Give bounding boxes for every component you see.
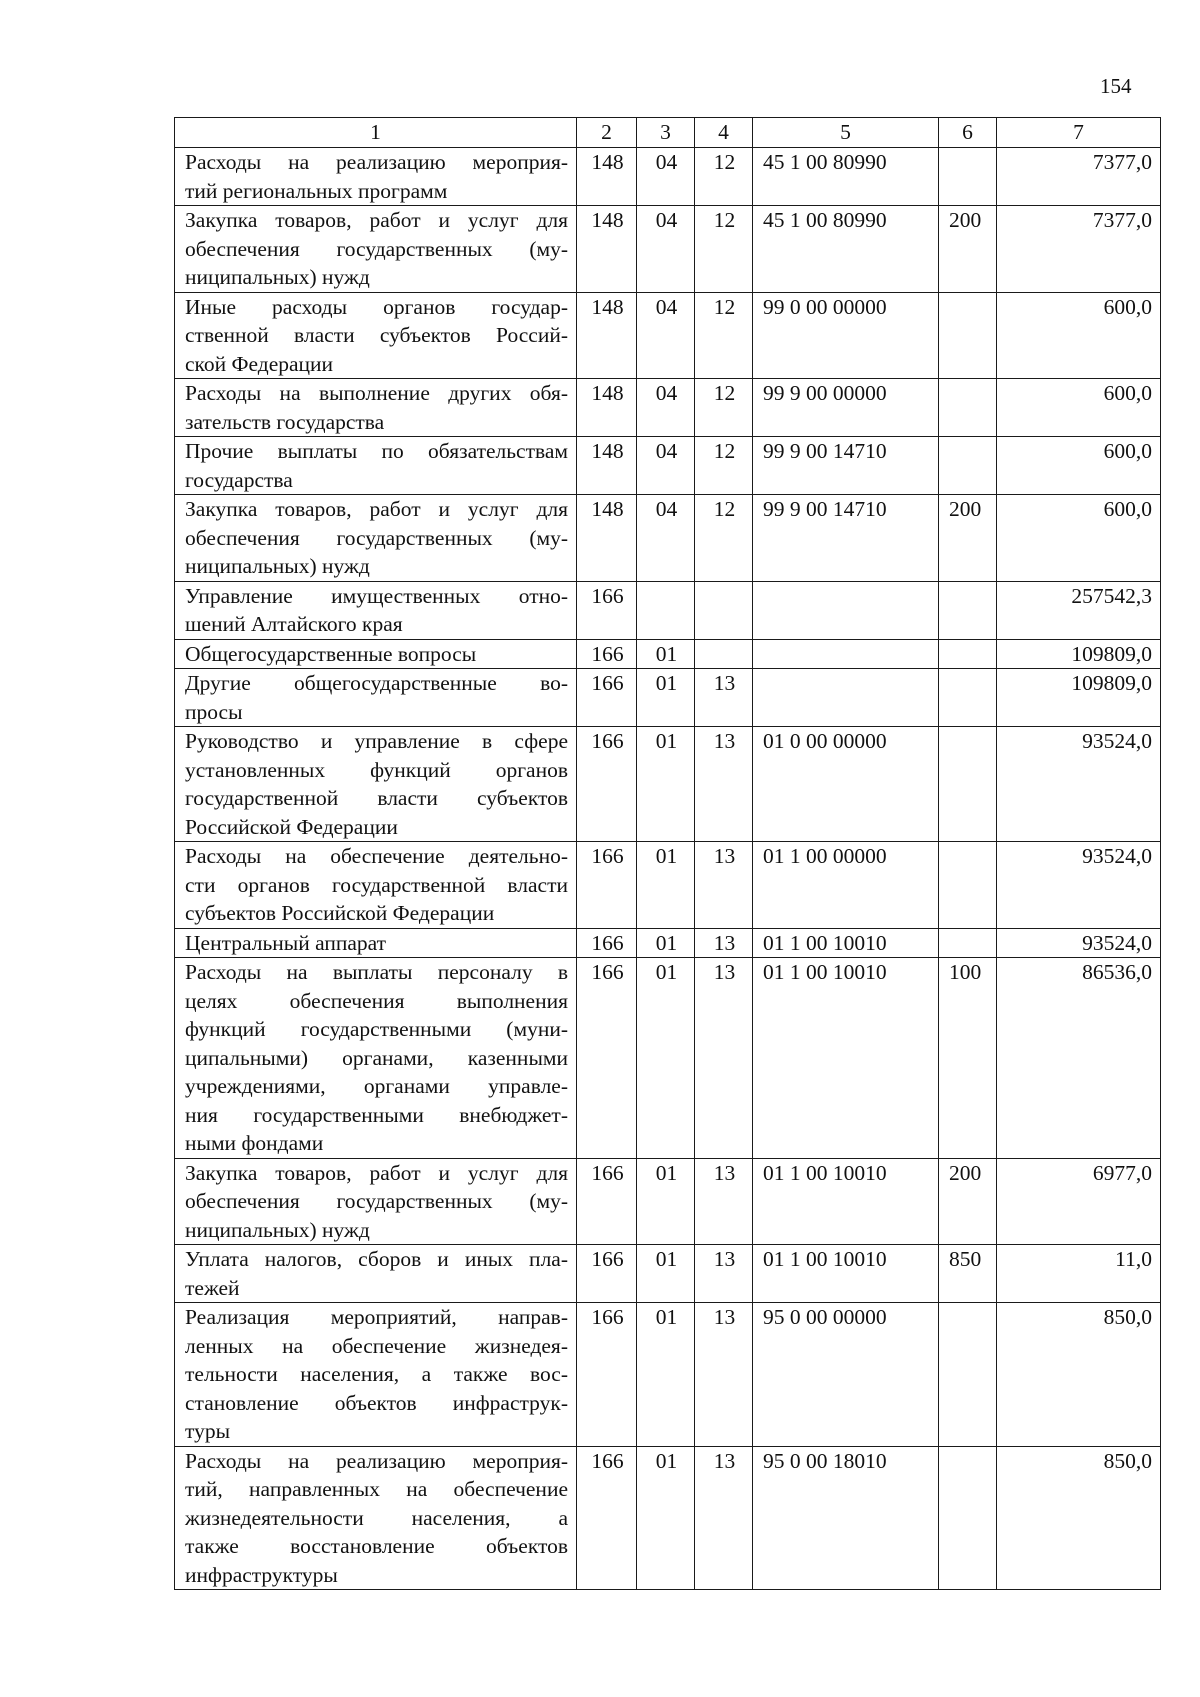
subsection-code-cell: 13 [695,928,753,958]
subsection-code-cell: 13 [695,1446,753,1590]
admin-code-cell: 166 [577,669,637,727]
expense-name-line: обеспечения государственных (му- [185,1189,568,1213]
expense-name-line: инфраструктуры [185,1562,338,1587]
target-article-cell: 01 1 00 00000 [753,842,939,929]
expense-name-line: становление объектов инфраструк- [185,1390,568,1415]
target-article-cell: 01 1 00 10010 [753,1158,939,1245]
admin-code-cell: 166 [577,1446,637,1590]
table-row [175,379,1161,437]
admin-code-cell: 166 [577,1303,637,1447]
expense-name-line: ской Федерации [185,351,334,376]
subsection-code-cell: 13 [695,1245,753,1303]
expense-name-line: Закупка товаров, работ и услуг для [185,208,568,232]
expense-name-cell [175,1245,577,1303]
expense-name-line: функций государственными (муни- [185,1017,568,1041]
section-code-cell: 04 [637,437,695,495]
expense-name-line: жизнедеятельности населения, а [185,1505,568,1530]
expense-name-line: Закупка товаров, работ и услуг для [185,1160,568,1185]
section-code-cell: 01 [637,842,695,929]
subsection-code-cell: 12 [695,292,753,379]
amount-cell: 600,0 [997,437,1161,495]
table-row [175,148,1161,206]
expense-name-line: учреждениями, органами управле- [185,1074,568,1098]
expense-name-line: государства [185,467,293,492]
expense-type-cell: 200 [939,206,997,293]
expense-name-line: установленных функций органов [185,757,568,782]
expense-name-line: Российской Федерации [185,814,398,839]
admin-code-cell: 148 [577,148,637,206]
amount-cell: 11,0 [997,1245,1161,1303]
amount-cell: 109809,0 [997,639,1161,669]
expense-type-cell [939,928,997,958]
target-article-cell: 95 0 00 00000 [753,1303,939,1447]
section-code-cell: 04 [637,495,695,582]
expense-type-cell [939,148,997,206]
section-code-cell: 04 [637,148,695,206]
section-code-cell: 04 [637,292,695,379]
column-header: 2 [577,118,637,148]
admin-code-cell: 148 [577,379,637,437]
admin-code-cell: 166 [577,1245,637,1303]
subsection-code-cell: 12 [695,495,753,582]
section-code-cell: 01 [637,958,695,1159]
subsection-code-cell: 13 [695,958,753,1159]
subsection-code-cell: 12 [695,379,753,437]
expense-name-line: Реализация мероприятий, направ- [185,1305,568,1329]
section-code-cell: 01 [637,1446,695,1590]
section-code-cell: 01 [637,639,695,669]
expense-name-line: ственной власти субъектов Россий- [185,323,568,347]
expense-name-line: ными фондами [185,1131,324,1155]
expense-name-line: субъектов Российской Федерации [185,901,495,925]
expense-type-cell: 200 [939,1158,997,1245]
target-article-cell: 45 1 00 80990 [753,206,939,293]
amount-cell: 850,0 [997,1303,1161,1447]
expense-type-cell [939,727,997,842]
subsection-code-cell: 13 [695,842,753,929]
section-code-cell: 01 [637,1303,695,1447]
subsection-code-cell: 12 [695,437,753,495]
expense-name-line: Управление имущественных отно- [185,583,568,608]
target-article-cell: 01 0 00 00000 [753,727,939,842]
target-article-cell: 45 1 00 80990 [753,148,939,206]
column-header: 4 [695,118,753,148]
expense-name-line: Прочие выплаты по обязательствам [185,439,568,463]
expense-name-line: Центральный аппарат [185,930,387,955]
expense-name-cell [175,379,577,437]
expense-type-cell [939,669,997,727]
expense-name-cell [175,842,577,929]
expense-name-line: тежей [185,1275,240,1300]
amount-cell: 6977,0 [997,1158,1161,1245]
expense-name-line: тельности населения, а также вос- [185,1362,568,1386]
section-code-cell: 01 [637,1245,695,1303]
table-body [175,148,1161,1590]
table-row [175,727,1161,842]
expense-name-line: зательств государства [185,409,385,434]
admin-code-cell: 166 [577,639,637,669]
admin-code-cell: 148 [577,206,637,293]
target-article-cell: 01 1 00 10010 [753,958,939,1159]
expense-name-line: просы [185,699,243,724]
expense-name-line: также восстановление объектов [185,1534,568,1558]
expense-name-line: ципальными) органами, казенными [185,1045,568,1070]
expense-name-cell [175,437,577,495]
expense-name-cell [175,669,577,727]
column-header: 1 [175,118,577,148]
expense-name-line: сти органов государственной власти [185,872,568,897]
table-row [175,206,1161,293]
target-article-cell: 99 9 00 14710 [753,437,939,495]
amount-cell: 93524,0 [997,727,1161,842]
expense-name-line: обеспечения государственных (му- [185,236,568,261]
target-article-cell: 01 1 00 10010 [753,928,939,958]
expense-name-line: Расходы на реализацию мероприя- [185,150,568,174]
target-article-cell: 99 9 00 00000 [753,379,939,437]
expense-name-line: Руководство и управление в сфере [185,729,568,753]
section-code-cell: 04 [637,206,695,293]
expense-type-cell [939,379,997,437]
amount-cell: 86536,0 [997,958,1161,1159]
expense-name-cell [175,958,577,1159]
expense-type-cell [939,581,997,639]
table-row [175,495,1161,582]
admin-code-cell: 166 [577,842,637,929]
expense-type-cell [939,437,997,495]
section-code-cell [637,581,695,639]
expense-type-cell: 200 [939,495,997,582]
expense-name-line: тий, направленных на обеспечение [185,1477,568,1501]
expense-name-line: Общегосударственные вопросы [185,641,477,666]
admin-code-cell: 166 [577,958,637,1159]
amount-cell: 600,0 [997,379,1161,437]
table-row [175,1446,1161,1590]
amount-cell: 93524,0 [997,928,1161,958]
expense-name-line: Расходы на выплаты персоналу в [185,960,568,984]
expense-name-line: ниципальных) нужд [185,265,370,289]
table-row [175,1158,1161,1245]
admin-code-cell: 166 [577,928,637,958]
table-row [175,842,1161,929]
header-row [175,118,1161,148]
table-row [175,669,1161,727]
expense-name-cell [175,1446,577,1590]
expense-name-line: Закупка товаров, работ и услуг для [185,497,568,521]
expense-type-cell [939,1303,997,1447]
expense-type-cell [939,1446,997,1590]
expense-name-line: Другие общегосударственные во- [185,671,568,695]
expense-name-cell [175,148,577,206]
subsection-code-cell [695,639,753,669]
column-header: 5 [753,118,939,148]
column-header: 6 [939,118,997,148]
subsection-code-cell: 12 [695,206,753,293]
amount-cell: 109809,0 [997,669,1161,727]
expense-name-cell [175,727,577,842]
section-code-cell: 01 [637,1158,695,1245]
expense-name-cell [175,1303,577,1447]
subsection-code-cell: 13 [695,1303,753,1447]
expense-name-line: целях обеспечения выполнения [185,988,568,1013]
target-article-cell [753,669,939,727]
target-article-cell: 95 0 00 18010 [753,1446,939,1590]
table-row [175,292,1161,379]
section-code-cell: 01 [637,928,695,958]
admin-code-cell: 148 [577,292,637,379]
expense-name-line: обеспечения государственных (му- [185,525,568,550]
target-article-cell: 99 0 00 00000 [753,292,939,379]
amount-cell: 7377,0 [997,148,1161,206]
expense-type-cell [939,842,997,929]
amount-cell: 600,0 [997,292,1161,379]
admin-code-cell: 166 [577,1158,637,1245]
amount-cell: 93524,0 [997,842,1161,929]
subsection-code-cell: 12 [695,148,753,206]
expense-type-cell [939,292,997,379]
table-row [175,1245,1161,1303]
target-article-cell [753,581,939,639]
table-row [175,639,1161,669]
admin-code-cell: 166 [577,727,637,842]
expense-name-cell [175,292,577,379]
subsection-code-cell: 13 [695,669,753,727]
page-number: 154 [1100,74,1132,98]
amount-cell: 600,0 [997,495,1161,582]
table-row [175,1303,1161,1447]
column-header: 7 [997,118,1161,148]
expense-type-cell: 100 [939,958,997,1159]
expense-name-cell [175,1158,577,1245]
target-article-cell [753,639,939,669]
section-code-cell: 01 [637,727,695,842]
admin-code-cell: 148 [577,437,637,495]
expense-type-cell: 850 [939,1245,997,1303]
table-row [175,958,1161,1159]
expense-name-line: ленных на обеспечение жизнедея- [185,1333,568,1358]
subsection-code-cell: 13 [695,727,753,842]
expense-name-line: ниципальных) нужд [185,554,370,578]
target-article-cell: 99 9 00 14710 [753,495,939,582]
expense-name-cell [175,639,577,669]
expense-name-cell [175,581,577,639]
expense-name-line: тий региональных программ [185,178,448,203]
expense-name-line: туры [185,1419,231,1443]
budget-table [174,117,1161,1590]
expense-name-line: государственной власти субъектов [185,786,568,810]
admin-code-cell: 148 [577,495,637,582]
expense-name-line: ния государственными внебюджет- [185,1102,568,1127]
table-row [175,437,1161,495]
table-row [175,581,1161,639]
expense-name-cell [175,206,577,293]
target-article-cell: 01 1 00 10010 [753,1245,939,1303]
expense-name-line: шений Алтайского края [185,612,403,636]
subsection-code-cell [695,581,753,639]
expense-name-cell [175,928,577,958]
amount-cell: 850,0 [997,1446,1161,1590]
amount-cell: 7377,0 [997,206,1161,293]
expense-name-line: Иные расходы органов государ- [185,294,568,319]
amount-cell: 257542,3 [997,581,1161,639]
expense-name-line: Расходы на обеспечение деятельно- [185,844,568,868]
expense-name-line: ниципальных) нужд [185,1217,370,1242]
section-code-cell: 01 [637,669,695,727]
section-code-cell: 04 [637,379,695,437]
expense-name-line: Расходы на выполнение других обя- [185,381,568,405]
expense-name-cell [175,495,577,582]
expense-name-line: Уплата налогов, сборов и иных пла- [185,1247,568,1271]
column-header: 3 [637,118,695,148]
admin-code-cell: 166 [577,581,637,639]
table-row [175,928,1161,958]
expense-type-cell [939,639,997,669]
subsection-code-cell: 13 [695,1158,753,1245]
expense-name-line: Расходы на реализацию мероприя- [185,1448,568,1473]
